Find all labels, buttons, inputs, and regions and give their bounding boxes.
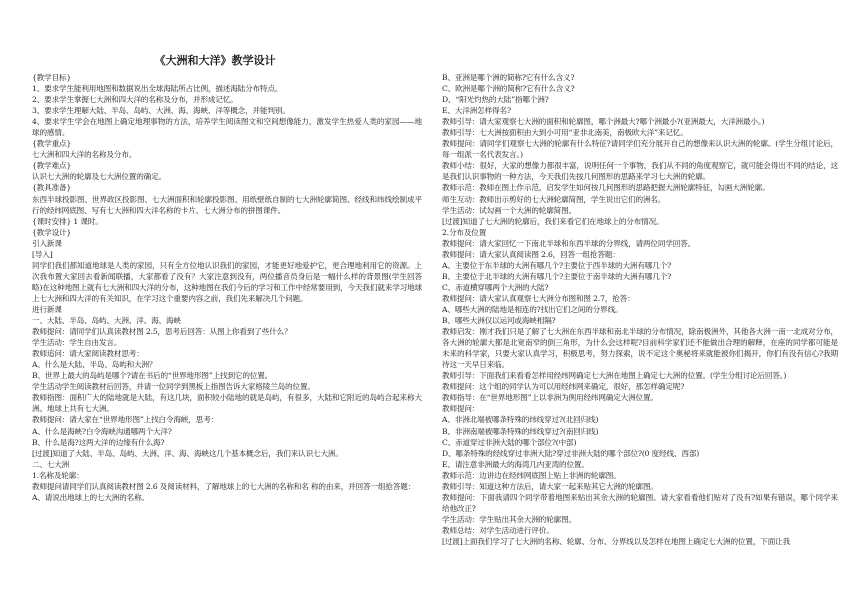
text-line: B、哪些大洲仅以运河或海峡相隔? — [442, 316, 556, 326]
text-line: [过渡]上面我们学习了七大洲的名称、轮廓、分布、分界线以及怎样在地图上确定七大洲的位置，下面让我 — [442, 536, 791, 546]
text-line: B、主要位于北半球的大洲有哪几个?主要位于南半球的大洲有哪几个? — [442, 271, 672, 281]
text-line: [过渡]知道了七大洲的轮廓后，我们来看它们在地球上的分布情况。 — [442, 216, 664, 226]
text-line: B、亚洲是哪个洲的简称?它有什么含义? — [442, 73, 575, 82]
text-line: 3、要求学生理解大陆、半岛、岛屿、大洲、海、海峡、洋等概念，并能判别。 — [32, 106, 290, 116]
text-line: B、什么是海?这两大洋的边缘有什么海? — [32, 437, 165, 447]
text-line: 认识七大洲的轮廓及七大洲位置的确定。 — [32, 172, 166, 182]
text-line: [导入] — [32, 249, 53, 259]
text-line: 教师提问：请大家认真阅读图 2.6，回答一组抢答题： — [442, 249, 620, 259]
text-line: {课时安排} 1 课时。 — [32, 216, 103, 226]
text-line: A、什么是海峡?白令海峡沟通哪两个大洋? — [32, 426, 172, 436]
text-paragraph: 东西半球投影图、世界政区投影图、七大洲面积和轮廓投影图、用纸壁纸自制的七大洲轮廓简图、经线和纬线绘制成平行的经纬网底图、写有七大洲和四大洋名称的卡片、七大洲分布的拼图课件。 — [32, 194, 422, 215]
text-line: A、请说出地球上的七大洲的名称。 — [32, 492, 149, 502]
text-paragraph: 同学们我们都知道地球是人类的家园，只有全方位地认识我们的家园，才能更好地爱护它，更合理地利用它的资源。上次我布置大家回去看新闻联播，大家都看了没有？大家注意到没有，两位播音员身后是一幅什么样的背景图(学生回答略)在这种地图上就有七大洲和四大洋的分布，这种地图在我们今后的学习和工作中经常要用到，今天我们就来学习地球上七大洲和四大洋的有关知识，在学习这个重要内容之前，我们先来解决几个问题。 — [32, 260, 422, 303]
text-paragraph: 教师小结：很好，大家的想像力都很丰富，说明任何一个事物，我们从不同的角度观察它，就可能会得出不同的结论，这是我们认识事物的一种方法，今天我们先按几何图形的思路来学习七大洲的轮廓。 — [442, 161, 838, 182]
text-line: 学生活动：学生贴出其余大洲的轮廓图。 — [442, 514, 576, 524]
document-title: 《大洲和大洋》教学设计 — [154, 54, 276, 67]
text-line: {教学难点} — [32, 161, 72, 171]
text-line: A、什么是大陆、半岛、岛屿和大洲？ — [32, 360, 157, 370]
text-line: 教师示范：教师在图上作示范，启发学生如何按几何图形的思路把握大洲轮廓特征，勾画大洲轮廓。 — [442, 183, 770, 193]
text-line: B、非洲南端被哪条特殊的纬线穿过?(南回归线) — [442, 426, 599, 436]
text-line: 教师提问：这个组的同学认为可以用经纬网来确定，很好，那怎样确定呢? — [442, 382, 685, 392]
text-line: D、哪条特殊的经线穿过非洲大陆?穿过非洲大陆的哪个部位?(0 度经线、西部) — [442, 448, 700, 458]
text-line: 教师提问：请大家回忆一下南北半球和东西半球的分界线，请两位同学回答。 — [442, 238, 696, 248]
text-line: 教师提问：请同学们认真读教材图 2.5，思考后回答：从图上你看到了些什么？ — [32, 327, 292, 337]
text-line: 2.分布及位置 — [442, 227, 487, 237]
text-line: 教师引导：下面我们来看看怎样用经纬网确定七大洲在地图上确定七大洲的位置。(学生分组讨论后回答。) — [442, 371, 787, 381]
text-line: 教师引导：知道这种方法后，请大家一起来贴其它大洲的轮廓图。 — [442, 481, 658, 491]
text-line: 学生活动学生阅读教材后回答，并请一位同学到黑板上指图告诉大家格陵兰岛的位置。 — [32, 382, 315, 392]
text-line: 1.名称及轮廓： — [32, 470, 84, 480]
text-line: 一、大陆、半岛、岛屿、大洲、洋、海、海峡 — [32, 316, 181, 326]
text-line: 教师提问： — [442, 404, 480, 414]
text-line: 学生活动：学生自由发言。 — [32, 338, 122, 348]
text-line: 教师示范：边讲边在经纬网底图上贴上非洲的轮廓图。 — [442, 470, 621, 480]
text-line: 1、要求学生能利用地图和数据说出全球海陆所占比例，描述海陆分布特点。 — [32, 84, 283, 94]
text-line: D、“阳光灼热的大陆”指哪个洲? — [442, 95, 549, 105]
text-line: E、请注意非洲最大的海湾几内亚湾的位置。 — [442, 459, 589, 469]
text-paragraph: 教师提问：下面我请四个同学带着地图来贴出其余大洲的轮廓图。请大家看看他们贴对了没有?如果有错误，哪个同学来给他改正? — [442, 492, 838, 513]
text-line: 教师总结：对学生活动进行评价。 — [442, 525, 554, 535]
text-line: C、赤道穿过非洲大陆的哪个部位?(中部) — [442, 437, 577, 447]
text-line: E、大洋洲怎样得名? — [442, 106, 511, 116]
text-line: {教学目标} — [32, 73, 72, 82]
text-line: {教学设计} — [32, 227, 72, 237]
text-line: C、欧洲是哪个洲的简称?它有什么含义? — [442, 84, 575, 94]
text-paragraph: 教师提问请同学们认真阅读教材图 2.6 及阅读材料，了解地球上的七大洲的名称和名 称的由来，并回答一组抢答题： — [32, 481, 416, 491]
text-line: B、世界上最大的岛屿是哪个?请在书后的“世界地形图”上找到它的位置。 — [32, 371, 273, 381]
text-line: C、赤道横穿哪两个大洲的大陆? — [442, 282, 549, 292]
text-line: A、主要位于东半球的大洲有哪几个?主要位于西半球的大洲有哪几个? — [442, 260, 672, 270]
text-paragraph: 4、要求学生学会在地图上确定地理事物的方法，培养学生阅读图文和空间想像能力，激发学生热爱人类的家园——地球的感情。 — [32, 117, 422, 138]
text-line: 二、七大洲 — [32, 459, 70, 469]
right-column — [442, 72, 838, 547]
text-line: A、哪些大洲的陆地是相连的?找出它们之间的分界线。 — [442, 304, 623, 314]
text-line: 学生活动：试勾画一个大洲的轮廓简图。 — [442, 205, 576, 215]
text-line: 教师引导：七大洲按面积由大到小可用“亚非北南美，南极欧大洋”来记忆。 — [442, 128, 688, 138]
text-line: 引入新课 — [32, 238, 62, 248]
text-line: 教师追问：请大家阅读教材思考： — [32, 349, 144, 359]
text-line: A、非洲北端被哪条特殊的纬线穿过?(北回归线) — [442, 415, 599, 425]
text-line: {教具准备} — [32, 183, 72, 193]
text-line: 教师提问：请大家认真观察七大洲分布图和图 2.7，抢答： — [442, 293, 635, 303]
text-line: {教学重点} — [32, 139, 72, 149]
text-paragraph: 教师启发：刚才我们只是了解了七大洲在东西半球和南北半球的分布情况，除南极洲外，其他各大洲一南一北成对分布，各大洲的轮廓大都是北宽南窄的倒三角形，为什么会这样呢?目前科学家们还不能做出合理的解释，在座的同学都可能是未来的科学家，只要大家认真学习，积极思考，努力探索，说不定这个奥秘将来就能被你们揭开，你们有没有信心?我期待这一天早日来临。 — [442, 327, 838, 370]
text-line: 师生互动：教师出示剪好的七大洲轮廓简图，学生说出它们的洲名。 — [442, 194, 666, 204]
text-line: [过渡]知道了大陆、半岛、岛屿、大洲、洋、海、海峡这几个基本概念后，我们来认识七大洲。 — [32, 448, 343, 458]
text-line: 2、要求学生掌握七大洲和四大洋的名称及分布，并形成记忆。 — [32, 95, 238, 105]
text-line: 教师引导：请大家观察七大洲的面积和轮廓图，哪个洲最大?哪个洲最小?(亚洲最大，大洋洲最小。) — [442, 117, 765, 127]
text-line: 教师指导：在“世界地形图”上以非洲为例用经纬网确定大洲位置。 — [442, 393, 658, 403]
text-line: 进行新课 — [32, 304, 62, 314]
text-line: 教师提问：请大家在“世界地形图”上找白令海峡，思考： — [32, 415, 219, 425]
left-column — [32, 72, 422, 503]
text-paragraph: 教师指图：面积广大的陆地就是大陆，有这几块，面积较小陆地的就是岛屿，有很多，大陆和它附近的岛屿合起来称大洲。地球上共有七大洲。 — [32, 393, 422, 414]
text-paragraph: 教师提问：请同学们观察七大洲的轮廓有什么特征?请同学们充分展开自己的想像来认识大洲的轮廓。(学生分组讨论后，每一组派一名代表发言。) — [442, 139, 838, 160]
text-line: 七大洲和四大洋的名称及分布。 — [32, 150, 137, 160]
